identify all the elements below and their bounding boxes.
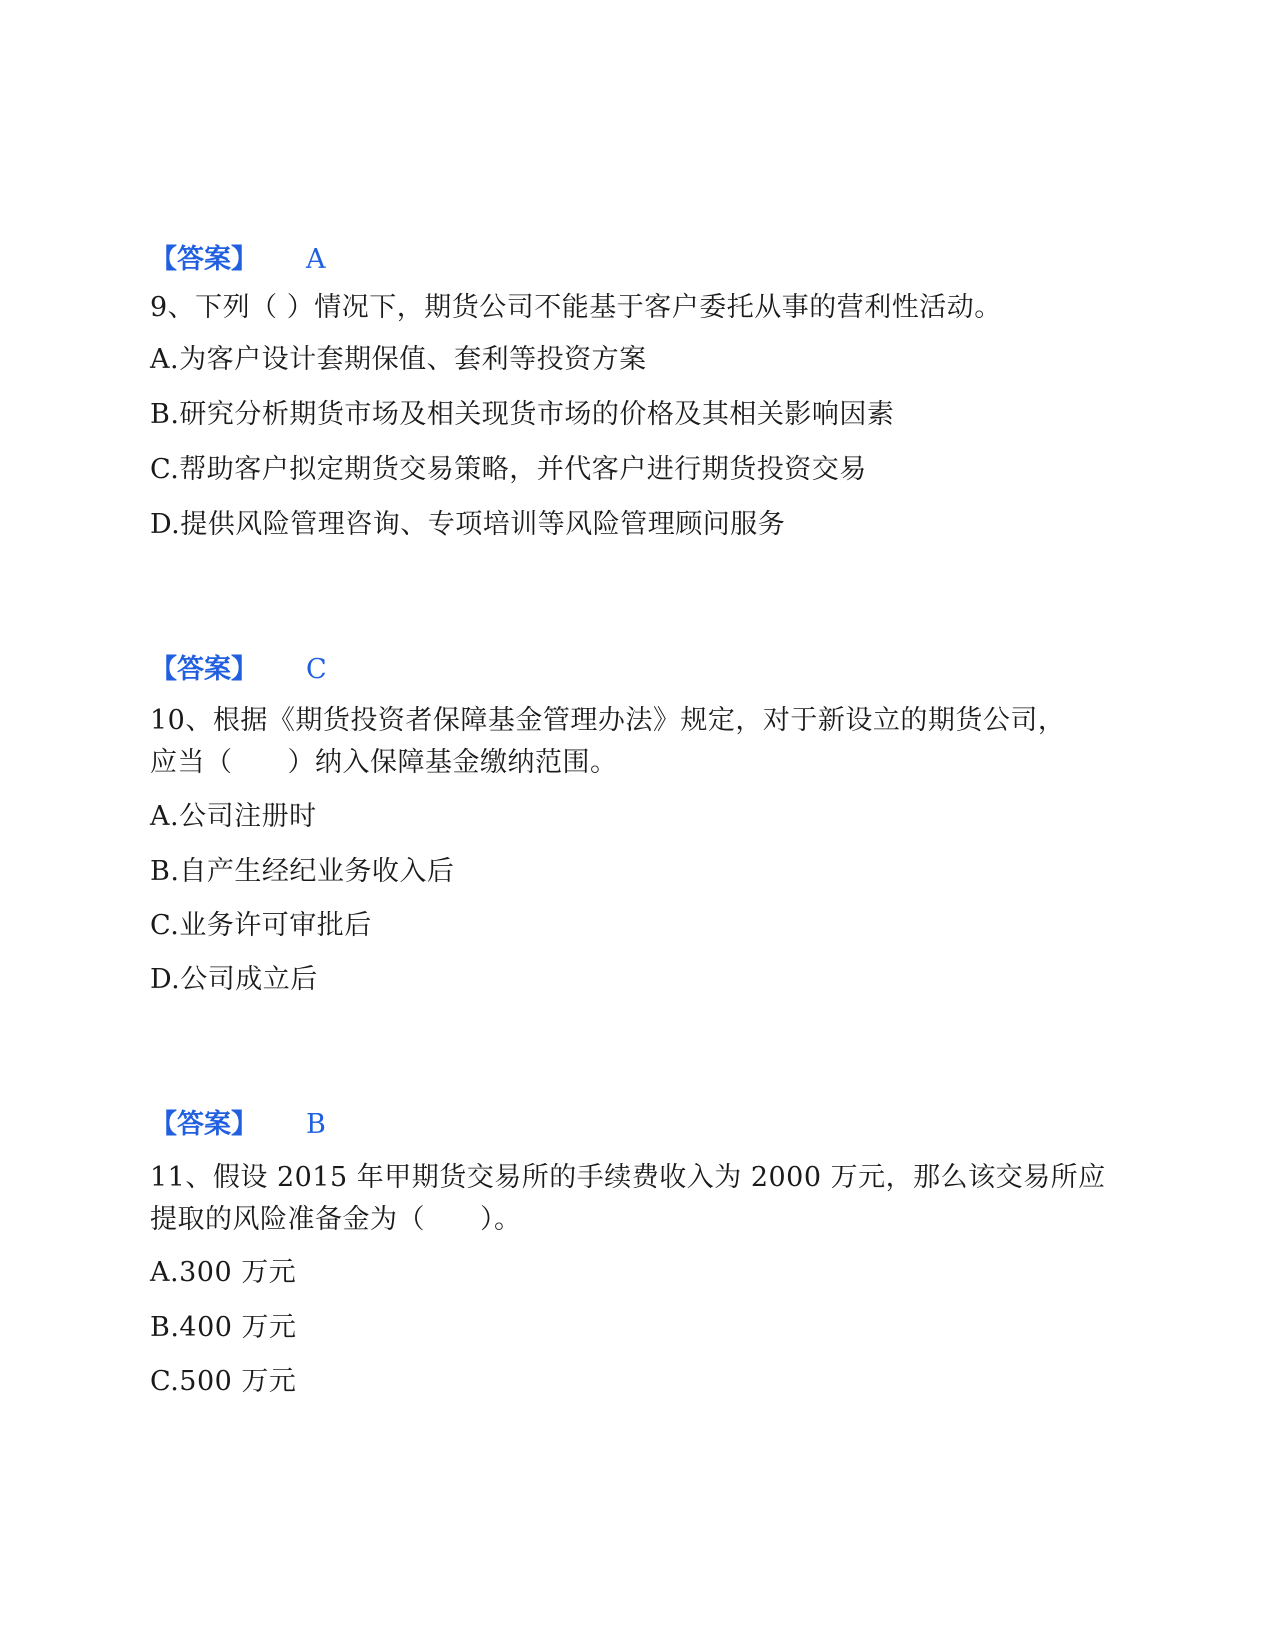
question-text: 9、下列（ ）情况下，期货公司不能基于客户委托从事的营利性活动。 — [150, 292, 1002, 323]
answer-row — [150, 240, 326, 280]
option-d: D.提供风险管理咨询、专项培训等风险管理顾问服务 — [150, 509, 786, 540]
answer-row — [150, 1105, 326, 1145]
question-10 — [150, 700, 1130, 784]
answer-letter: C — [306, 654, 327, 685]
answer-letter: A — [306, 244, 326, 275]
option-c: C.业务许可审批后 — [150, 910, 372, 941]
question-text: 提取的风险准备金为（ ）。 — [150, 1204, 522, 1235]
answer-tag: 【答案】 — [150, 244, 258, 275]
answer-row — [150, 650, 327, 690]
option-d: D.公司成立后 — [150, 964, 318, 995]
question-text: 10、根据《期货投资者保障基金管理办法》规定，对于新设立的期货公司， — [150, 705, 1066, 736]
option-a: A.公司注册时 — [150, 801, 317, 832]
option-c: C.帮助客户拟定期货交易策略，并代客户进行期货投资交易 — [150, 454, 867, 485]
answer-tag: 【答案】 — [150, 654, 258, 685]
option-a: A.300 万元 — [150, 1257, 297, 1288]
question-11 — [150, 1157, 1130, 1241]
answer-tag: 【答案】 — [150, 1109, 258, 1140]
question-text: 11、假设 2015 年甲期货交易所的手续费收入为 2000 万元，那么该交易所应 — [150, 1162, 1106, 1193]
option-b: B.400 万元 — [150, 1312, 297, 1343]
answer-letter: B — [306, 1109, 326, 1140]
option-a: A.为客户设计套期保值、套利等投资方案 — [150, 344, 647, 375]
option-b: B.自产生经纪业务收入后 — [150, 856, 455, 887]
option-c: C.500 万元 — [150, 1366, 297, 1397]
question-text: 应当（ ）纳入保障基金缴纳范围。 — [150, 747, 618, 778]
question-9 — [150, 287, 1130, 329]
option-b: B.研究分析期货市场及相关现货市场的价格及其相关影响因素 — [150, 399, 895, 430]
